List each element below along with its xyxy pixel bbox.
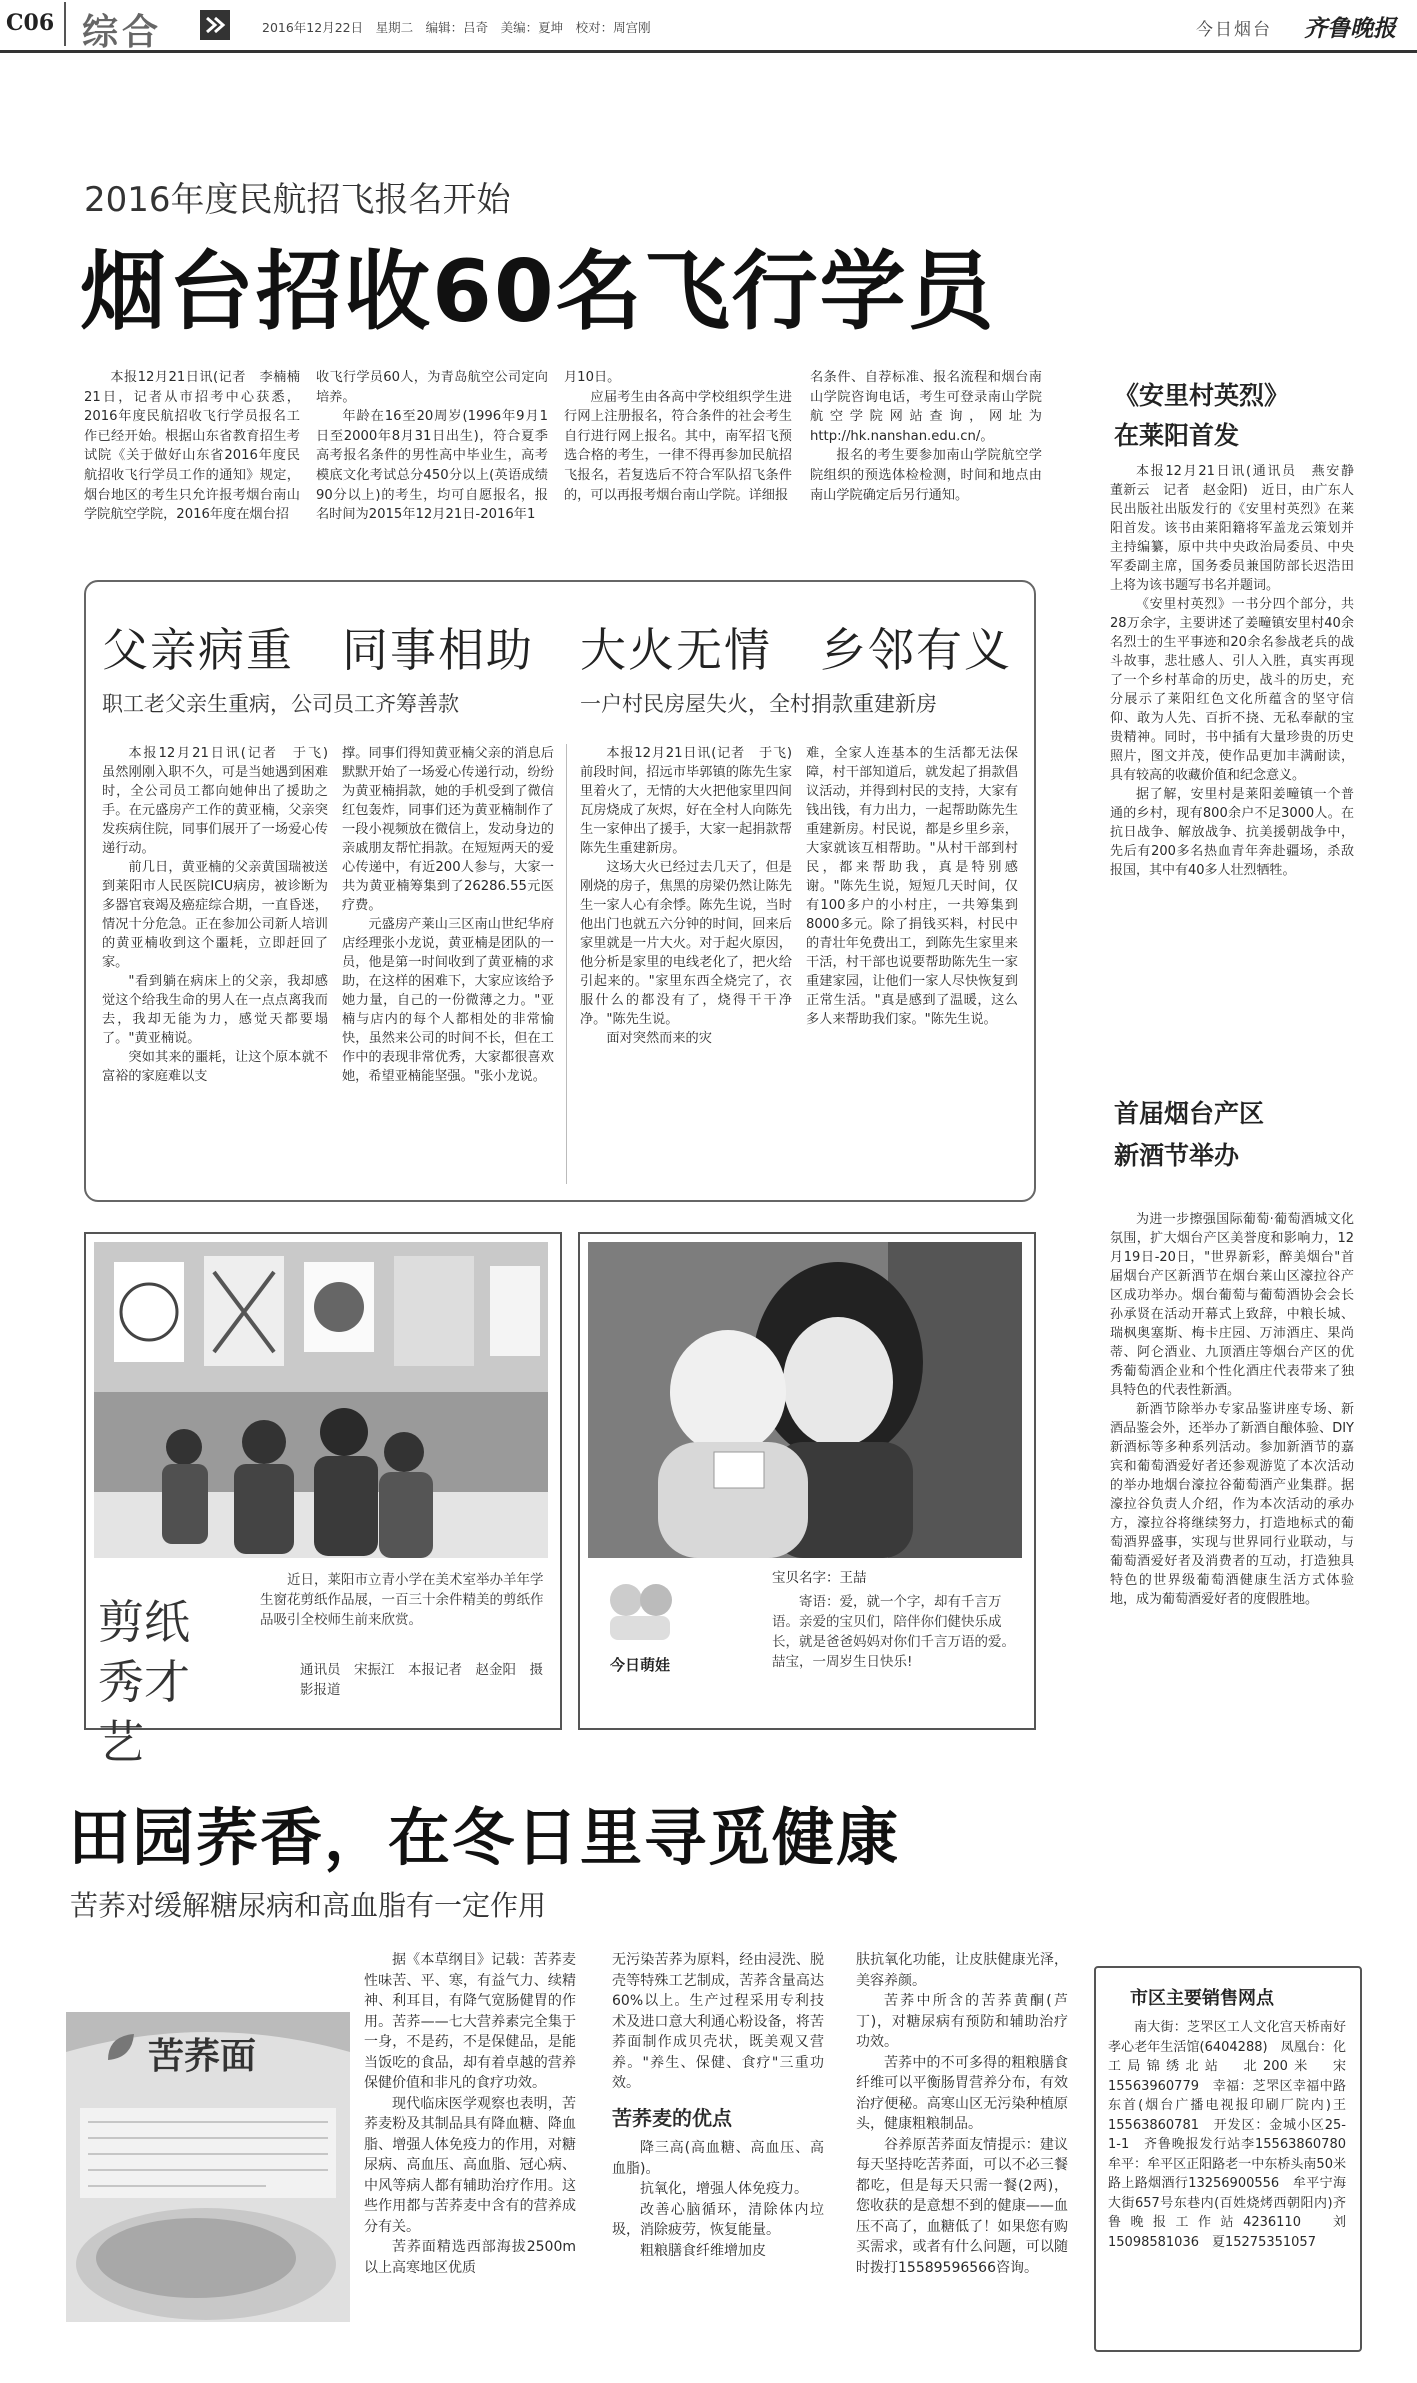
left-story-column-2: 撑。同事们得知黄亚楠父亲的消息后默默开始了一场爱心传递行动，纷纷为黄亚楠捐款，她的手机受到了微信红包轰炸，同事们还为黄亚楠制作了一段小视频放在微信上，发动身边的亲戚朋友帮忙捐款。在短短两天的爱心传递中，有近200人参与，大家一共为黄亚楠筹集到了26286.55元医疗费。 元盛房产莱山三区南山世纪华府店经理张小龙说，黄亚楠是团队的一员，他是第一时间收到了黄亚楠的求助，在这样的困难下，大家应该给予她力量，自己的一份微薄之力。"亚楠与店内的每个人都相处的非常愉快，虽然来公司的时间不长，但在工作中的表现非常优秀，大家都很喜欢她，希望亚楠能坚强。"张小龙说。 xyxy=(342,746,554,1084)
bottom-headline: 田园荞香，在冬日里寻觅健康 xyxy=(68,1801,901,1874)
right-story-subhead: 一户村民房屋失火，全村捐款重建新房 xyxy=(580,692,937,716)
dateline: 2016年12月22日 星期二 编辑：吕奇 美编：夏坤 校对：周宫刚 xyxy=(262,20,651,35)
lead-column-2: 收飞行学员60人，为青岛航空公司定向培养。 年龄在16至20周岁(1996年9月1日至2000年8月31日出生)，符合夏季高考报名条件的男性高中毕业生，高考模底文化考试总分450分以上(英语成绩90分以上)的考生，均可自愿报名，报名时间为2015年12月21日-2016年1 xyxy=(316,370,548,523)
section-arrow-icon xyxy=(200,10,230,40)
bottom-column-3: 肤抗氧化功能，让皮肤健康光泽，美容养颜。 苦荞中所含的苦荞黄酮(芦丁)，对糖尿病有预防和辅助治疗功效。 苦荞中的不可多得的粗粮膳食纤维可以平衡肠胃营养分布，有效治疗便秘。高寒山区无污染种植原头，健康粗粮制品。 谷养原苦荞面友情提示：建议每天坚持吃苦荞面，可以不必三餐都吃，但是每天只需一餐(2两)，您收获的是意想不到的健康——血压不高了，血糖低了！如果您有购买需求，或者有什么问题，可以随时拨打15589596566咨询。 xyxy=(856,1952,1068,2276)
bottom-subhead: 苦荞对缓解糖尿病和高血脂有一定作用 xyxy=(70,1889,547,1922)
sidebar-a-body: 本报12月21日讯(通讯员 燕安静 董新云 记者 赵金阳) 近日，由广东人民出版社出版发行的《安里村英烈》在莱阳首发。该书由莱阳籍将军盖龙云策划并主持编纂，原中共中央政治局委员、中央军委副主席，国务委员兼国防部长迟浩田上将为该书题写书名并题词。 《安里村英烈》一书分四个部分，共28万余字，主要讲述了姜疃镇安里村40余名烈士的生平事迹和20余名参战老兵的战斗故事，悲壮感人、引人入胜，真实再现了一个乡村革命的历史，战斗的历史，充分展示了莱阳红色文化所蕴含的坚守信仰、敢为人先、百折不挠、无私奉献的宝贵精神。同时，书中插有大量珍贵的历史照片，图文并茂，使作品更加丰满耐读，具有较高的收藏价值和纪念意义。 据了解，安里村是莱阳姜疃镇一个普通的乡村，现有800余户不足3000人。在抗日战争、解放战争、抗美援朝战争中，先后有200多名热血青年奔赴疆场，杀敌报国，其中有40多人壮烈牺牲。 xyxy=(1110,464,1368,878)
lead-column-3: 月10日。 应届考生由各高中学校组织学生进行网上注册报名，符合条件的社会考生自行进行网上报名。其中，南军招飞预选合格的考生，一律不得再参加民航招飞报名，若复选后不符合军队招飞条件的，可以再报考烟台南山学院。详细报 xyxy=(564,370,792,503)
advantages-heading: 苦荞麦的优点 xyxy=(612,2105,732,2130)
right-story-column-1: 本报12月21日讯(记者 于飞) 前段时间，招远市毕郭镇的陈先生家里着火了，无情的大火把他家里四间瓦房烧成了灰烬，好在全村人向陈先生一家伸出了援手，大家一起捐款帮陈先生重建新房。 这场大火已经过去几天了，但是刚烧的房子，焦黑的房梁仍然让陈先生一家人心有余悸。陈先生说，当时他出门也就五六分钟的时间，回来后家里就是一片大火。对于起火原因，他分析是家里的电线老化了，把火给引起来的。"家里东西全烧完了，衣服什么的都没有了，烧得干干净净。"陈先生说。 面对突然而来的灾 xyxy=(580,746,806,1046)
bottom-column-2: 无污染苦荞为原料，经由浸洗、脱壳等特殊工艺制成，苦荞含量高达60%以上。生产过程采用专利技术及进口意大利通心粉设备，将苦荞面制作成贝壳状，既美观又营养。"养生、保健、食疗"三重功效。 苦荞麦的优点 降三高(高血糖、高血压、高血脂)。 抗氧化，增强人体免疫力。 改善心脑循环，清除体内垃圾，消除疲劳，恢复能量。 粗粮膳食纤维增加皮 xyxy=(612,1952,824,2259)
papercut-title: 剪纸秀才艺 xyxy=(98,1595,190,1769)
bottom-column-1: 据《本草纲目》记载：苦荞麦性味苦、平、寒，有益气力、续精神、利耳目，有降气宽肠健胃的作用。苦荞——七大营养素完全集于一身，不是药，不是保健品，是能当饭吃的食品，却有着卓越的营养保健价值和非凡的食疗功效。 现代临床医学观察也表明，苦荞麦粉及其制品具有降血糖、降血脂、增强人体免疫力的作用，对糖尿病、高血压、高血脂、冠心病、中风等病人都有辅助治疗作用。这些作用都与苦荞麦中含有的营养成分有关。 苦荞面精选西部海拔2500m以上高寒地区优质 xyxy=(364,1952,576,2276)
left-story-headline: 父亲病重 同事相助 xyxy=(102,623,534,677)
header-divider xyxy=(64,2,66,46)
product-leaf-icon xyxy=(100,2028,140,2068)
baby-photo xyxy=(588,1242,1022,1558)
sales-list: 南大街：芝罘区工人文化宫天桥南好孝心老年生活馆(6404288) 凤凰台：化工局锦绣北站 北200米 宋15563960779 幸福：芝罘区幸福中路东首(烟台广播电视报印刷厂院内)王15563860781 开发区：金城小区25-1-1 齐鲁晚报发行站李15563860780 牟平：牟平区正阳路老一中东桥头南50米路上路烟酒行13256900556 牟平宁海大街657号东巷内(百姓烧烤西朝阳内)齐鲁晚报工作站4236110 刘15098581036 夏15275351057 xyxy=(1108,2020,1360,2250)
right-story-headline: 大火无情 乡邻有义 xyxy=(580,623,1012,677)
baby-name: 宝贝名字：王喆 xyxy=(772,1570,867,1586)
baby-badge-label: 今日萌娃 xyxy=(610,1656,671,1674)
left-story-column-1: 本报12月21日讯(记者 于飞) 虽然刚刚入职不久，可是当她遇到困难时，全公司员工都向她伸出了援助之手。在元盛房产工作的黄亚楠，父亲突发疾病住院，同事们展开了一场爱心传递行动。 前几日，黄亚楠的父亲黄国瑞被送到莱阳市人民医院ICU病房，被诊断为多器官衰竭及癌症综合期，一直昏迷，情况十分危急。正在参加公司新人培训的黄亚楠收到这个噩耗，立即赶回了家。 "看到躺在病床上的父亲，我却感觉这个给我生命的男人在一点点离我而去，我却无能为力，感觉天都要塌了。"黄亚楠说。 突如其来的噩耗，让这个原本就不富裕的家庭难以支 xyxy=(102,746,342,1084)
section-label: 综合 xyxy=(82,12,163,53)
sidebar-a-title-2: 在莱阳首发 xyxy=(1114,421,1240,450)
left-story-subhead: 职工老父亲生重病，公司员工齐筹善款 xyxy=(102,692,459,716)
papercut-credit: 通讯员 宋振江 本报记者 赵金阳 摄影报道 xyxy=(300,1662,543,1698)
lead-column-4: 名条件、自荐标准、报名流程和烟台南山学院咨询电话，考生可登录南山学院航空学院网站查询，网址为http://hk.nanshan.edu.cn/。 报名的考生要参加南山学院航空学院组织的预选体检检测，时间和地点由南山学院确定后另行通知。 xyxy=(810,370,1042,503)
sidebar-b-title-2: 新酒节举办 xyxy=(1114,1141,1240,1170)
page-header xyxy=(0,0,1417,53)
sidebar-a-title: 《安里村英烈》 xyxy=(1114,381,1290,410)
papercut-photo xyxy=(94,1242,548,1558)
lead-kicker: 2016年度民航招飞报名开始 xyxy=(84,180,511,220)
right-story-column-2: 难，全家人连基本的生活都无法保障，村干部知道后，就发起了捐款倡议活动，并得到村民的支持，大家有钱出钱，有力出力，一起帮助陈先生重建新房。村民说，都是乡里乡亲，大家就该互相帮助。"从村干部到村民，都来帮助我，真是特别感谢。"陈先生说，短短几天时间，仅有100多户的小村庄，一共筹集到8000多元。除了捐钱买料，村民中的青壮年免费出工，到陈先生家里来干活，村干部也说要帮助陈先生一家重建家园，让他们一家人尽快恢复到正常生活。"真是感到了温暖，这么多人来帮助我们家。"陈先生说。 xyxy=(806,746,1018,1027)
feature-divider xyxy=(566,744,567,1184)
newspaper-logo: 齐鲁晚报 xyxy=(1304,15,1396,42)
baby-badge-icon xyxy=(600,1570,680,1650)
lead-headline: 烟台招收60名飞行学员 xyxy=(80,242,996,342)
papercut-caption: 近日，莱阳市立青小学在美术室举办羊年学生窗花剪纸作品展，一百三十余件精美的剪纸作品吸引全校师生前来欣赏。 xyxy=(260,1572,544,1628)
sales-title: 市区主要销售网点 xyxy=(1130,1988,1274,2009)
baby-caption: 寄语：爱，就一个字，却有千言万语。亲爱的宝贝们，陪伴你们健快乐成长，就是爸爸妈妈对你们千言万语的爱。喆宝，一周岁生日快乐! xyxy=(772,1594,1015,1670)
product-label: 苦荞面 xyxy=(148,2036,257,2077)
edition-label: 今日烟台 xyxy=(1196,20,1272,40)
lead-column-1: 本报12月21日讯(记者 李楠楠 21日，记者从市招考中心获悉，2016年度民航招收飞行学员报名工作已经开始。根据山东省教育招生考试院《关于做好山东省2016年度民航招收飞行学员工作的通知》规定，烟台地区的考生只允许报考烟台南山学院航空学院，2016年度在烟台招 xyxy=(84,370,314,523)
sidebar-b-body: 为进一步擦强国际葡萄·葡萄酒城文化氛围，扩大烟台产区美誉度和影响力，12月19日-20日，"世界新彩，醉美烟台"首届烟台产区新酒节在烟台莱山区濠拉谷产区成功举办。烟台葡萄与葡萄酒协会会长孙承贤在活动开幕式上致辞，中粮长城、瑞枫奥塞斯、梅卡庄园、万沛酒庄、果尚蒂、阿仑酒业、九顶酒庄等烟台产区的优秀葡萄酒企业和个性化酒庄代表带来了独具特色的代表性新酒。 新酒节除举办专家品鉴讲座专场、新酒品鉴会外，还举办了新酒自酿体验、DIY新酒标等多种系列活动。参加新酒节的嘉宾和葡萄酒爱好者还参观游览了本次活动的举办地烟台濠拉谷葡萄酒产业集群。据濠拉谷负责人介绍，作为本次活动的承办方，濠拉谷将继续努力，打造地标式的葡萄酒界盛事，实现与世界同行业联动，与葡萄酒爱好者及消费者的互动，打造独具特色的世界级葡萄酒健康生活方式体验地，成为葡萄酒爱好者的度假胜地。 xyxy=(1110,1212,1354,1607)
sidebar-b-title: 首届烟台产区 xyxy=(1114,1099,1265,1128)
page-number: C06 xyxy=(6,10,55,36)
